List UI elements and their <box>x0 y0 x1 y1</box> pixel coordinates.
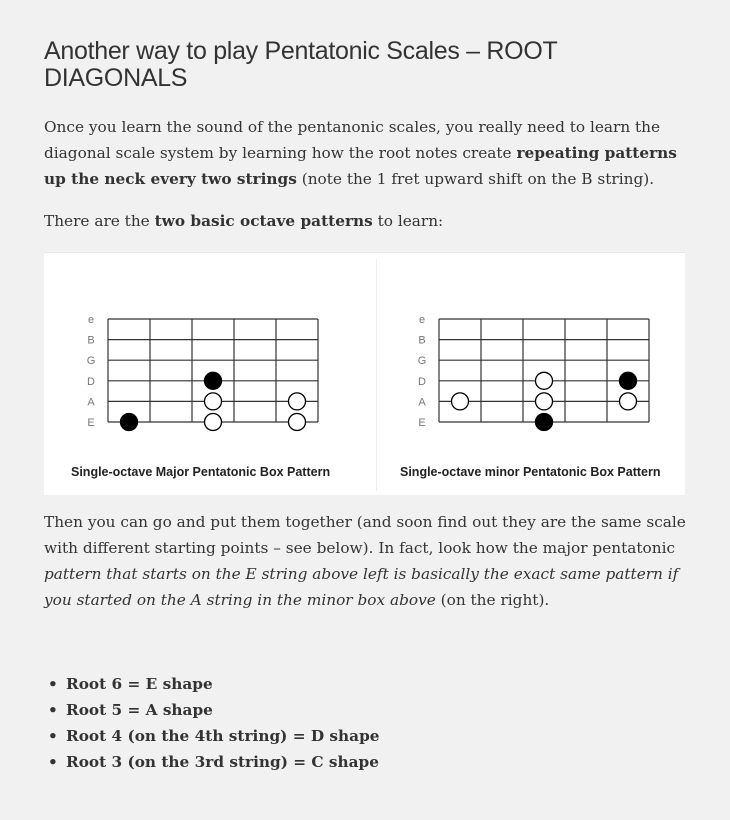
combine-paragraph <box>44 509 686 613</box>
scale-note-dot <box>620 393 637 410</box>
combine-text-1: Then you can go and put them together (and soon find out they are the same scale with different starting points – see below). In fact, look how the major pentatonic <box>44 513 686 557</box>
scale-note-dot <box>205 414 222 431</box>
major-caption: Single-octave Major Pentatonic Box Pattern <box>71 465 331 479</box>
minor-pentatonic-diagram <box>377 253 677 453</box>
string-label: e <box>418 314 426 326</box>
string-label: B <box>418 334 426 347</box>
title-line-1: Another way to play Pentatonic Scales – ROOT <box>44 37 558 65</box>
intro-text-2: (note the 1 fret upward shift on the B string). <box>296 170 655 188</box>
root-shape-list <box>44 671 686 775</box>
intro-paragraph <box>44 114 686 192</box>
string-label: D <box>418 375 426 388</box>
list-item: • Root 3 (on the 3rd string) = C shape <box>66 749 686 775</box>
intro-bold: repeating patterns up the neck every two strings <box>44 144 677 188</box>
combine-italic: pattern that starts on the E string above left is basically the exact same pattern if you started on the A string in the minor box above <box>44 565 679 609</box>
string-label: D <box>87 375 95 388</box>
patterns-text-2: to learn: <box>372 212 444 230</box>
string-label: E <box>87 417 95 429</box>
string-label: E <box>418 417 426 429</box>
scale-note-dot <box>205 393 222 410</box>
root-note-dot <box>536 414 553 431</box>
string-label: G <box>417 355 427 368</box>
major-pentatonic-diagram <box>44 253 374 453</box>
root-note-dot <box>121 414 138 431</box>
patterns-text-1: There are the <box>44 212 155 230</box>
scale-note-dot <box>289 414 306 431</box>
string-label: G <box>86 355 96 368</box>
patterns-bold: two basic octave patterns <box>154 212 373 230</box>
string-label: A <box>87 396 95 409</box>
list-item: • Root 4 (on the 4th string) = D shape <box>66 723 686 749</box>
string-label: A <box>418 396 426 409</box>
page-title <box>44 38 686 92</box>
scale-note-dot <box>536 372 553 389</box>
list-item: • Root 5 = A shape <box>66 697 686 723</box>
combine-text-2: (on the right). <box>435 591 550 609</box>
string-label: B <box>87 334 95 347</box>
intro-text-1: Once you learn the sound of the pentanonic scales, you really need to learn the diagonal scale system by learning how the root notes create <box>44 118 661 162</box>
root-note-dot <box>620 372 637 389</box>
string-label: e <box>87 314 95 326</box>
scale-note-dot <box>452 393 469 410</box>
scale-note-dot <box>289 393 306 410</box>
fretboard-figure <box>44 252 685 495</box>
title-line-2: DIAGONALS <box>44 64 188 92</box>
scale-note-dot <box>536 393 553 410</box>
patterns-paragraph <box>44 208 686 234</box>
minor-caption: Single-octave minor Pentatonic Box Pattern <box>400 465 661 479</box>
list-item: • Root 6 = E shape <box>66 671 686 697</box>
root-note-dot <box>205 372 222 389</box>
